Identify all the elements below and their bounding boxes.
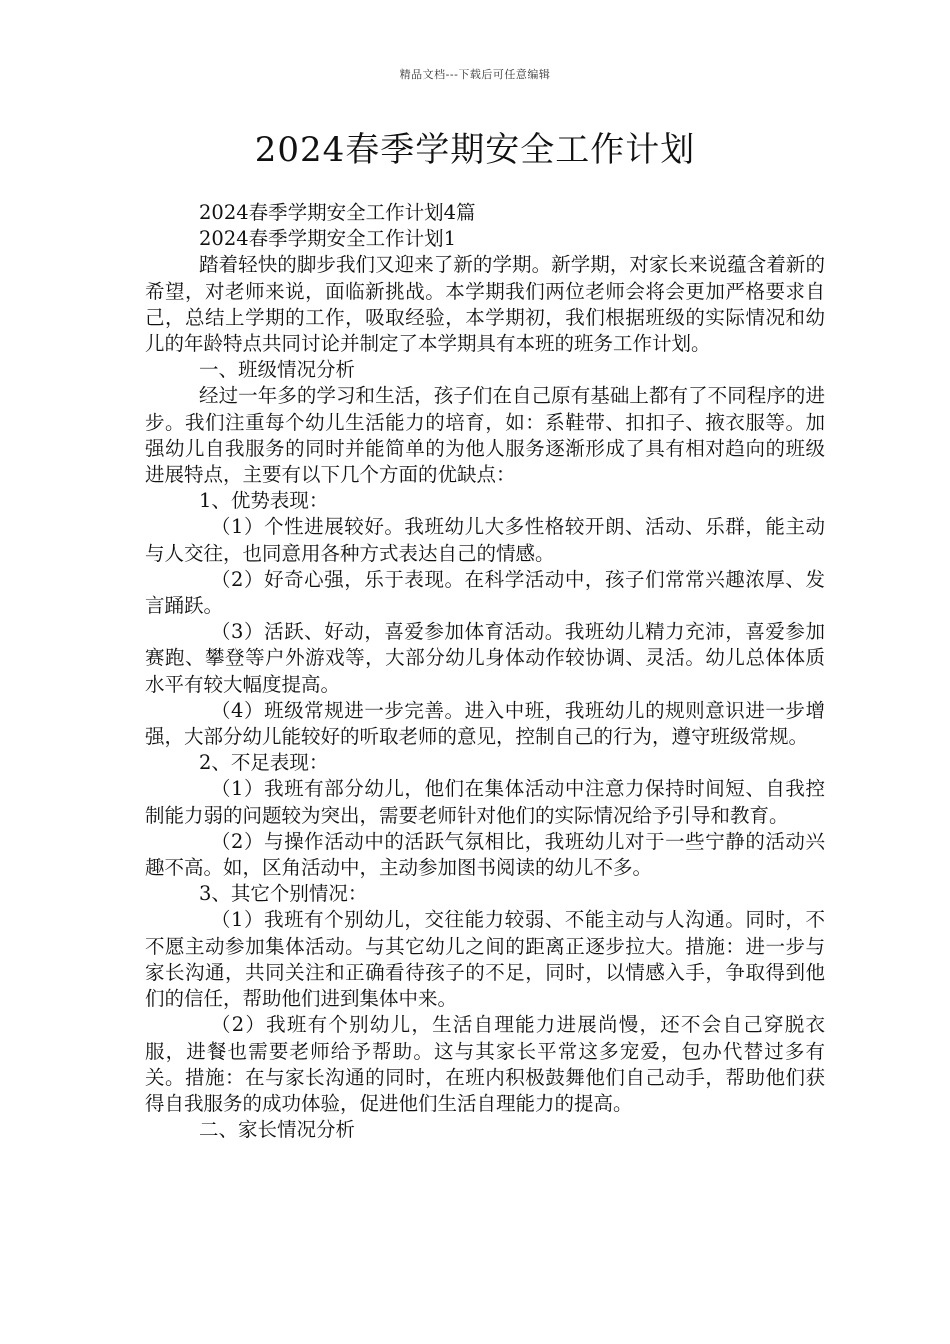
paragraph: 二、家长情况分析 <box>199 1118 356 1142</box>
paragraph: （2）好奇心强，乐于表现。在科学活动中，孩子们常常兴趣浓厚、发言踊跃。 <box>145 567 825 618</box>
page-header-note: 精品文档---下载后可任意编辑 <box>399 68 551 81</box>
paragraph: （2）与操作活动中的活跃气氛相比，我班幼儿对于一些宁静的活动兴趣不高。如，区角活动中，主动参加图书阅读的幼儿不多。 <box>145 829 825 880</box>
paragraph: （4）班级常规进一步完善。进入中班，我班幼儿的规则意识进一步增强，大部分幼儿能较好的听取老师的意见，控制自己的行为，遵守班级常规。 <box>145 698 825 749</box>
paragraph: （1）我班有部分幼儿，他们在集体活动中注意力保持时间短、自我控制能力弱的问题较为突出，需要老师针对他们的实际情况给予引导和教育。 <box>145 777 825 827</box>
paragraph: 一、班级情况分析 <box>199 358 356 382</box>
paragraph: （1）我班有个别幼儿，交往能力较弱、不能主动与人沟通。同时，不不愿主动参加集体活动。与其它幼儿之间的距离正逐步拉大。措施：进一步与家长沟通，共同关注和正确看待孩子的不足，同时，以情感入手，争取得到他们的信任，帮助他们进到集体中来。 <box>145 908 825 1011</box>
paragraph: 经过一年多的学习和生活，孩子们在自己原有基础上都有了不同程序的进步。我们注重每个幼儿生活能力的培育，如：系鞋带、扣扣子、掖衣服等。加强幼儿自我服务的同时并能简单的为他人服务逐渐形成了具有相对趋向的班级进展特点，主要有以下几个方面的优缺点： <box>145 384 825 487</box>
paragraph: （1）个性进展较好。我班幼儿大多性格较开朗、活动、乐群，能主动与人交往，也同意用各种方式表达自己的情感。 <box>145 515 825 565</box>
document-body <box>145 200 825 1143</box>
paragraph: 2、不足表现： <box>199 751 329 775</box>
paragraph: （3）活跃、好动，喜爱参加体育活动。我班幼儿精力充沛，喜爱参加赛跑、攀登等户外游戏等，大部分幼儿身体动作较协调、灵活。幼儿总体体质水平有较大幅度提高。 <box>145 620 825 696</box>
paragraph: 1、优势表现： <box>199 489 329 513</box>
paragraph: 3、其它个别情况： <box>199 882 368 906</box>
paragraph: 2024春季学期安全工作计划1 <box>199 227 457 251</box>
paragraph: 踏着轻快的脚步我们又迎来了新的学期。新学期，对家长来说蕴含着新的希望，对老师来说，面临新挑战。本学期我们两位老师会将会更加严格要求自己，总结上学期的工作，吸取经验，本学期初，我们根据班级的实际情况和幼儿的年龄特点共同讨论并制定了本学期具有本班的班务工作计划。 <box>145 253 825 356</box>
document-title: 2024春季学期安全工作计划 <box>254 130 696 170</box>
paragraph: 2024春季学期安全工作计划4篇 <box>199 201 476 224</box>
paragraph: （2）我班有个别幼儿，生活自理能力进展尚慢，还不会自己穿脱衣服，进餐也需要老师给予帮助。这与其家长平常这多宠爱，包办代替过多有关。措施：在与家长沟通的同时，在班内积极鼓舞他们自己动手，帮助他们获得自我服务的成功体验，促进他们生活自理能力的提高。 <box>145 1013 825 1115</box>
